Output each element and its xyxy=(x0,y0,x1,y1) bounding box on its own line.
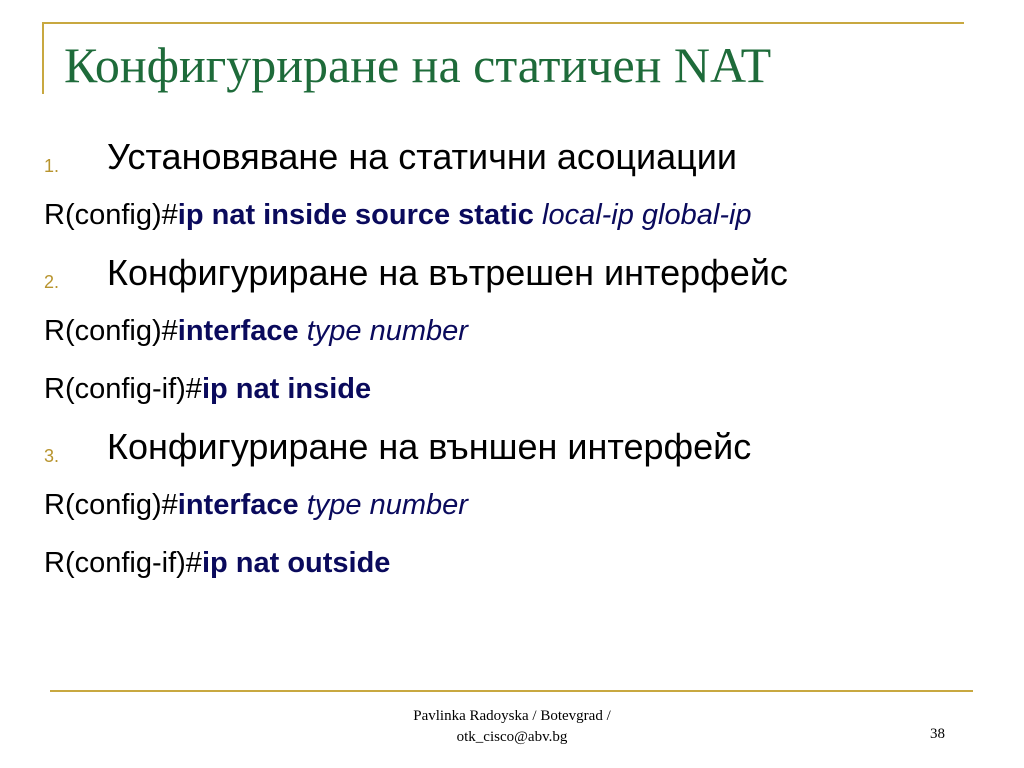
command-args: type number xyxy=(306,315,468,347)
command-line-4 xyxy=(44,484,984,542)
slide-content xyxy=(44,136,984,600)
command-args: type number xyxy=(306,489,468,521)
command-line-3 xyxy=(44,368,984,426)
command-keyword: ip nat inside xyxy=(201,373,372,405)
command-line-5 xyxy=(44,542,984,600)
list-number-1: 1. xyxy=(44,156,60,176)
command-prompt: R(config)# xyxy=(44,199,178,231)
frame-left-line xyxy=(42,22,44,94)
command-args: local-ip global-ip xyxy=(542,199,752,231)
footer-divider xyxy=(50,690,973,692)
list-item-heading-3 xyxy=(44,426,984,484)
command-line-2 xyxy=(44,310,984,368)
list-item-heading-2 xyxy=(44,252,984,310)
list-item-heading-1 xyxy=(44,136,984,194)
heading-text-2: Конфигуриране на вътрешен интерфейс xyxy=(107,252,788,293)
command-prompt: R(config-if)# xyxy=(44,547,202,579)
command-keyword: ip nat outside xyxy=(201,547,391,579)
command-prompt: R(config)# xyxy=(44,315,178,347)
footer-text xyxy=(352,706,672,748)
footer-email: otk_cisco@abv.bg xyxy=(456,729,568,745)
command-line-1 xyxy=(44,194,984,252)
command-keyword: interface xyxy=(177,489,299,521)
list-number-3: 3. xyxy=(44,446,60,466)
frame-top-line xyxy=(42,22,964,24)
list-number-2: 2. xyxy=(44,272,60,292)
heading-text-3: Конфигуриране на външен интерфейс xyxy=(107,426,752,467)
command-keyword: interface xyxy=(177,315,299,347)
page-number: 38 xyxy=(930,726,945,742)
footer-author: Pavlinka Radoyska / Botevgrad / xyxy=(413,708,611,724)
command-prompt: R(config)# xyxy=(44,489,178,521)
heading-text-1: Установяване на статични асоциации xyxy=(107,136,737,177)
slide-title: Конфигуриране на статичен NAT xyxy=(64,37,772,93)
command-keyword: ip nat inside source static xyxy=(177,199,534,231)
command-prompt: R(config-if)# xyxy=(44,373,202,405)
